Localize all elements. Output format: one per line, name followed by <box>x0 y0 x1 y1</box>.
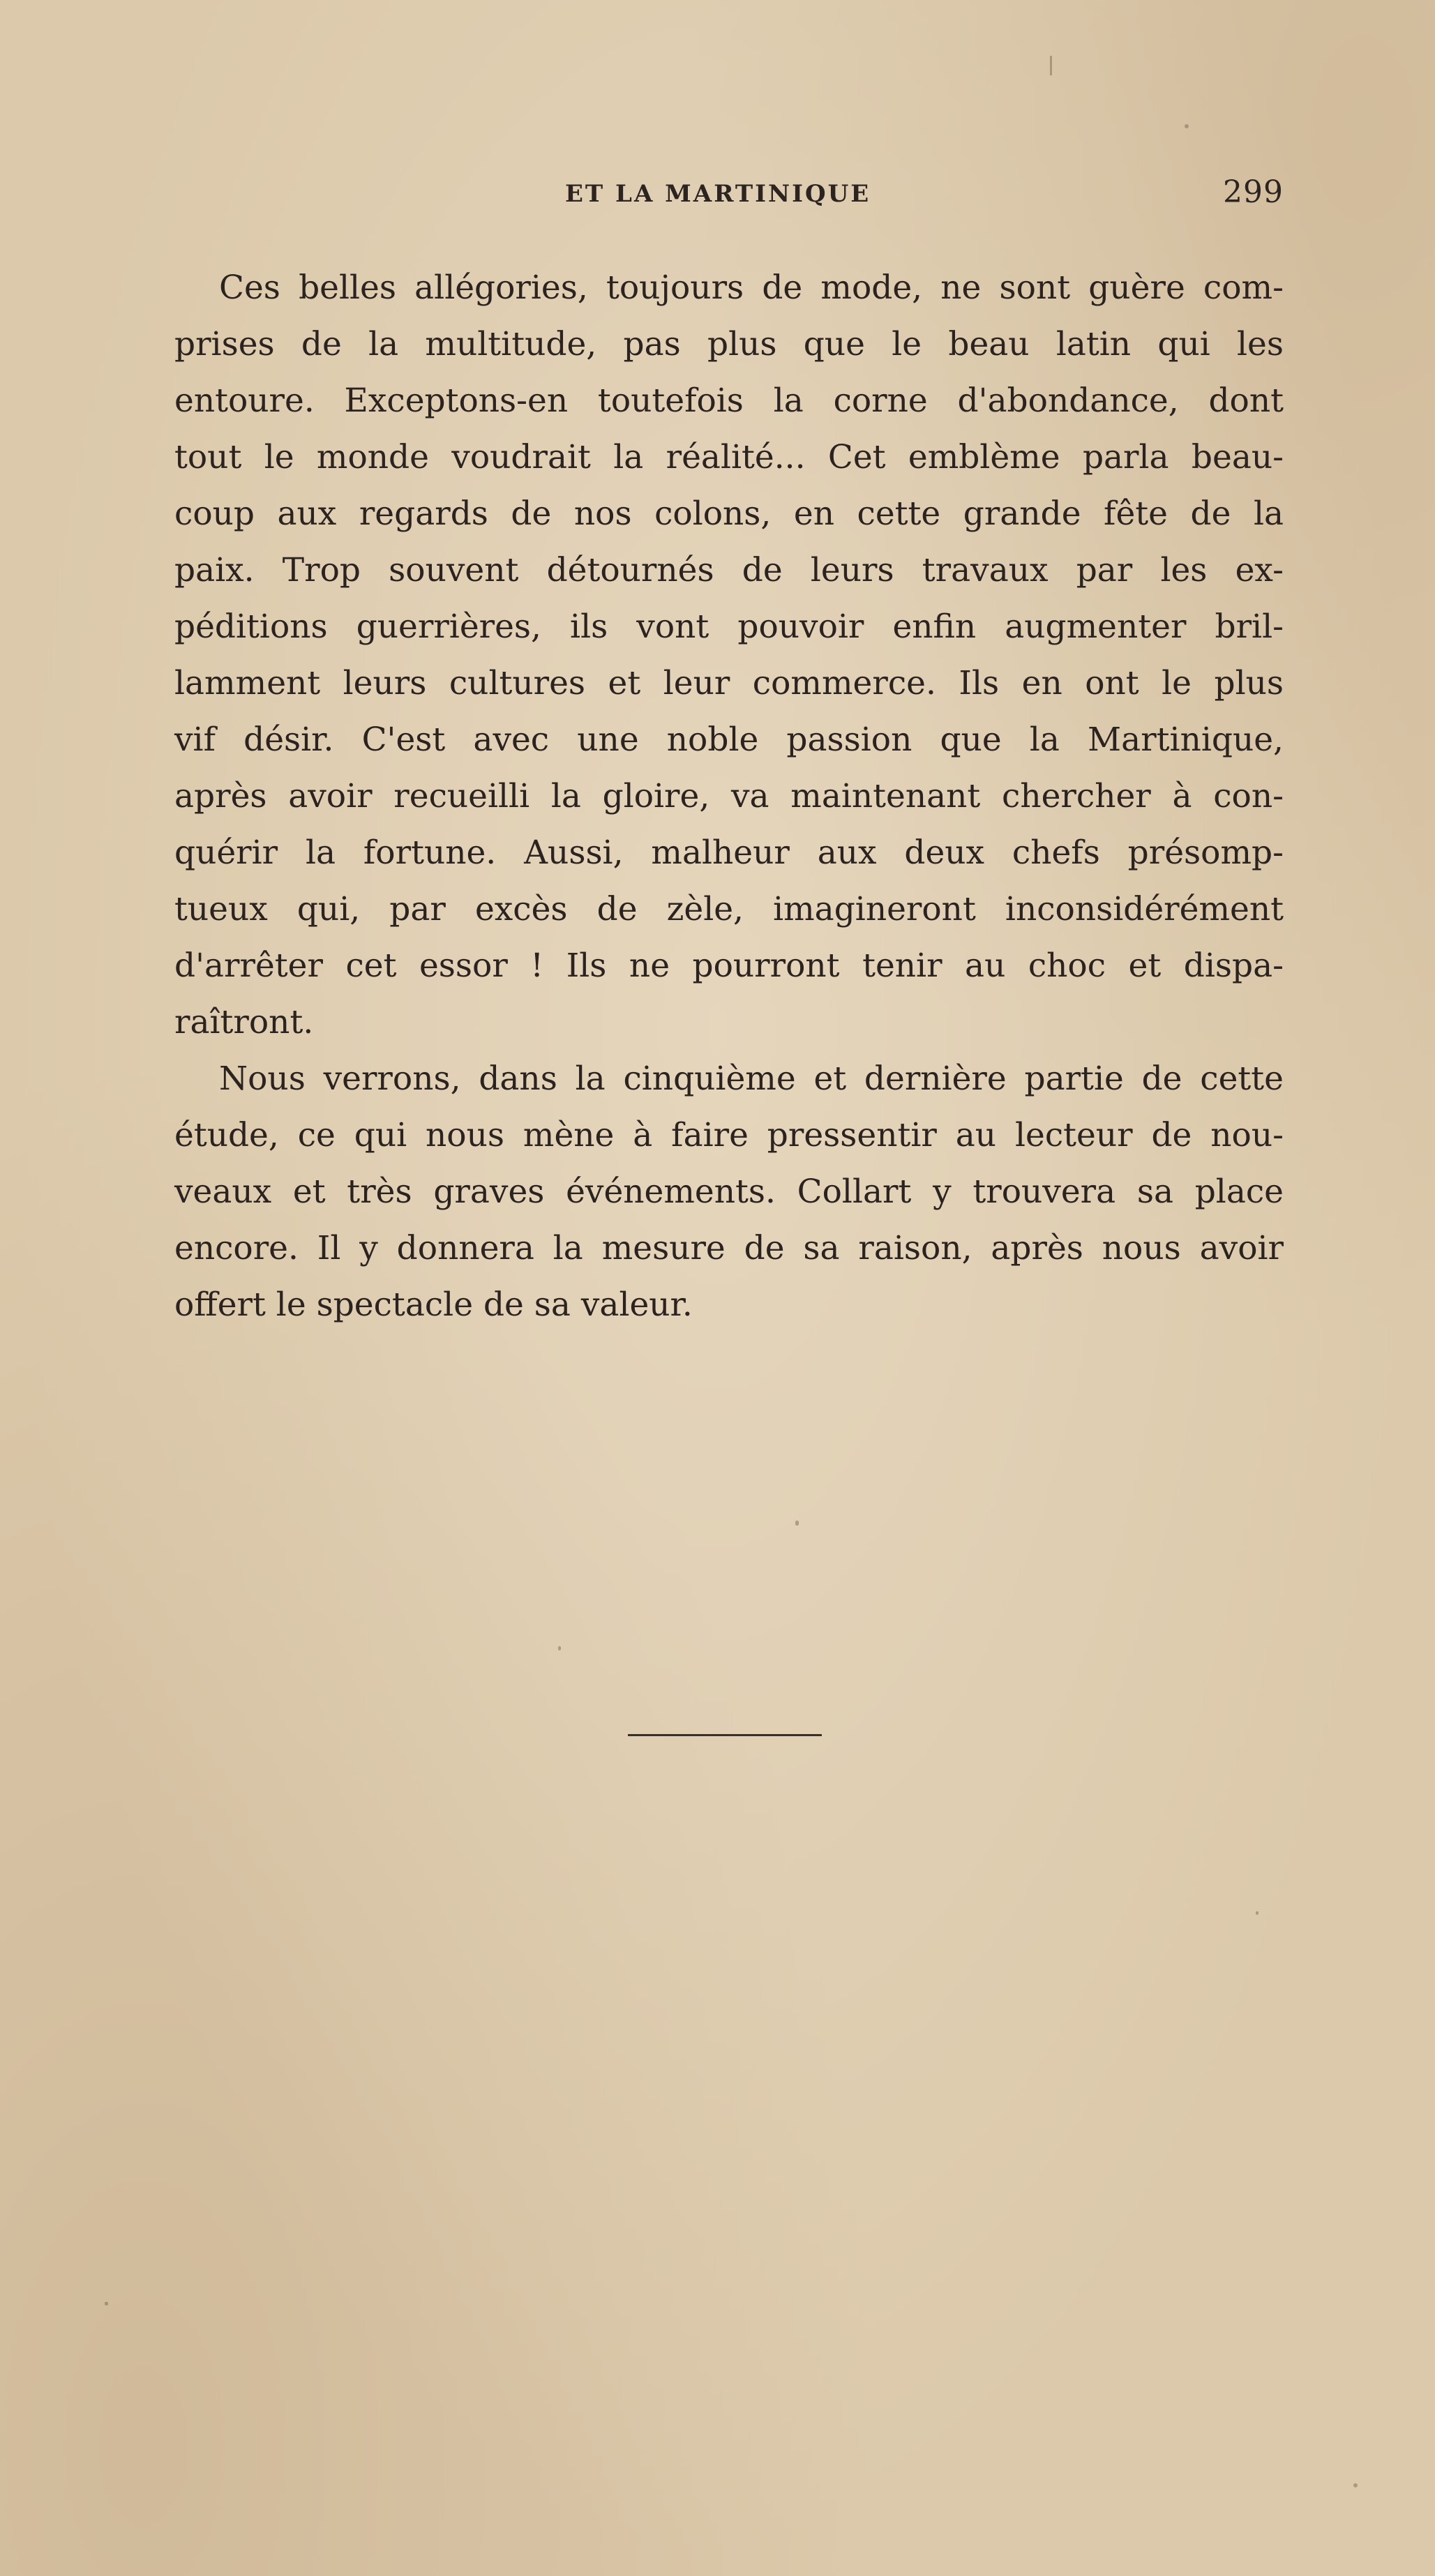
text-line: vif désir. C'est avec une noble passion que la Martinique, <box>174 721 1284 759</box>
section-end-rule <box>628 1734 822 1736</box>
text-line: après avoir recueilli la gloire, va maintenant chercher à con- <box>174 777 1284 815</box>
text-line: tueux qui, par excès de zèle, imagineront inconsidérément <box>174 890 1284 928</box>
text-line: étude, ce qui nous mène à faire pressentir au lecteur de nou- <box>174 1116 1284 1154</box>
page-header <box>174 174 1284 223</box>
paper-speck <box>1256 1911 1259 1915</box>
paper-speck <box>105 2302 108 2305</box>
paper-speck <box>1185 124 1189 128</box>
text-line: offert le spectacle de sa valeur. <box>174 1286 693 1324</box>
text-line: quérir la fortune. Aussi, malheur aux deux chefs présomp- <box>174 834 1284 872</box>
text-line: encore. Il y donnera la mesure de sa raison, après nous avoir <box>174 1229 1284 1267</box>
text-line: Ces belles allégories, toujours de mode, ne sont guère com- <box>219 269 1284 307</box>
paper-speck <box>1353 2483 1358 2487</box>
text-line: veaux et très graves événements. Collart y trouvera sa place <box>174 1173 1284 1211</box>
paper-speck <box>795 1521 799 1526</box>
text-line: entoure. Exceptons-en toutefois la corne d'abondance, dont <box>174 382 1284 420</box>
paragraph <box>174 259 1284 1050</box>
paper-speck <box>1050 56 1052 75</box>
text-line: prises de la multitude, pas plus que le beau latin qui les <box>174 325 1284 363</box>
text-line: raîtront. <box>174 1003 314 1041</box>
text-line: paix. Trop souvent détournés de leurs travaux par les ex- <box>174 551 1284 589</box>
text-line: péditions guerrières, ils vont pouvoir enfin augmenter bril- <box>174 608 1284 646</box>
text-line: tout le monde voudrait la réalité... Cet emblème parla beau- <box>174 438 1284 476</box>
text-line: Nous verrons, dans la cinquième et dernière partie de cette <box>219 1060 1284 1098</box>
text-line: coup aux regards de nos colons, en cette grande fête de la <box>174 495 1284 533</box>
page-number: 299 <box>1223 174 1284 210</box>
paragraph <box>174 1050 1284 1333</box>
running-title: ET LA MARTINIQUE <box>565 180 871 208</box>
text-line: lamment leurs cultures et leur commerce. Ils en ont le plus <box>174 664 1284 702</box>
text-line: d'arrêter cet essor ! Ils ne pourront tenir au choc et dispa- <box>174 947 1284 985</box>
body-text <box>174 259 1284 1333</box>
paper-speck <box>558 1646 561 1650</box>
